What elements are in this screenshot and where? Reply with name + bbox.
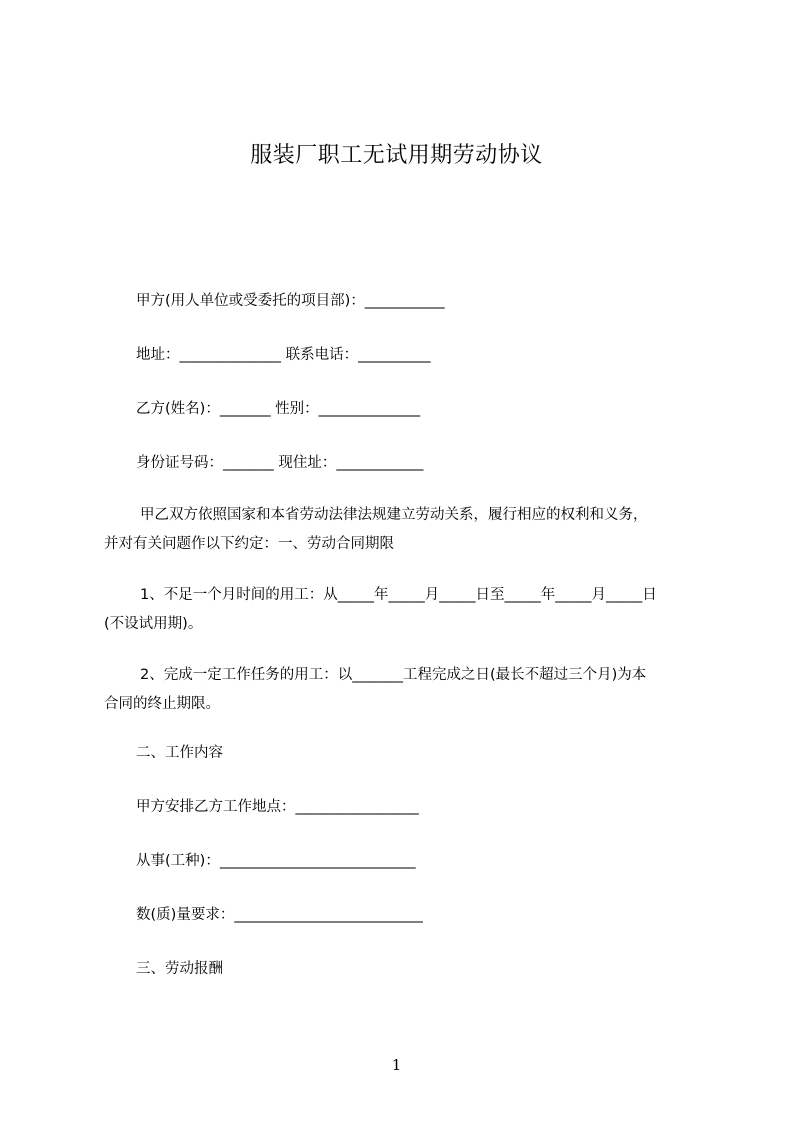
- address-phone-line: 地址：______________ 联系电话：__________: [136, 347, 431, 363]
- term-2-line-1: 2、完成一定工作任务的用工：以_______工程完成之日(最长不超过三个月)为本: [140, 667, 647, 683]
- document-title: 服装厂职工无试用期劳动协议: [250, 143, 543, 168]
- intro-paragraph: [104, 501, 708, 559]
- term-1-line-2: (不设试用期)。: [104, 616, 203, 632]
- term-2-line-2: 合同的终止期限。: [104, 696, 220, 712]
- id-address-line: 身份证号码：_______ 现住址：____________: [136, 455, 424, 471]
- term-1-line-1: 1、不足一个月时间的用工：从_____年_____月_____日至_____年_____月_____日: [140, 587, 657, 603]
- section-3-heading: 三、劳动报酬: [136, 961, 223, 977]
- term-2-paragraph: [104, 661, 708, 719]
- term-1-paragraph: [104, 581, 708, 639]
- page-number: 1: [391, 1056, 402, 1074]
- party-a-line: 甲方(用人单位或受委托的项目部)：___________: [136, 293, 445, 309]
- intro-line-1: 甲乙双方依照国家和本省劳动法律法规建立劳动关系，履行相应的权利和义务，: [140, 507, 648, 523]
- quantity-quality-line: 数(质)量要求：__________________________: [136, 907, 423, 923]
- intro-line-2: 并对有关问题作以下约定：一、劳动合同期限: [104, 536, 394, 552]
- work-location-line: 甲方安排乙方工作地点：_________________: [136, 799, 419, 815]
- job-type-line: 从事(工种)：___________________________: [136, 853, 416, 869]
- party-b-gender-line: 乙方(姓名)：_______ 性别：______________: [136, 401, 421, 417]
- section-2-heading: 二、工作内容: [136, 745, 223, 761]
